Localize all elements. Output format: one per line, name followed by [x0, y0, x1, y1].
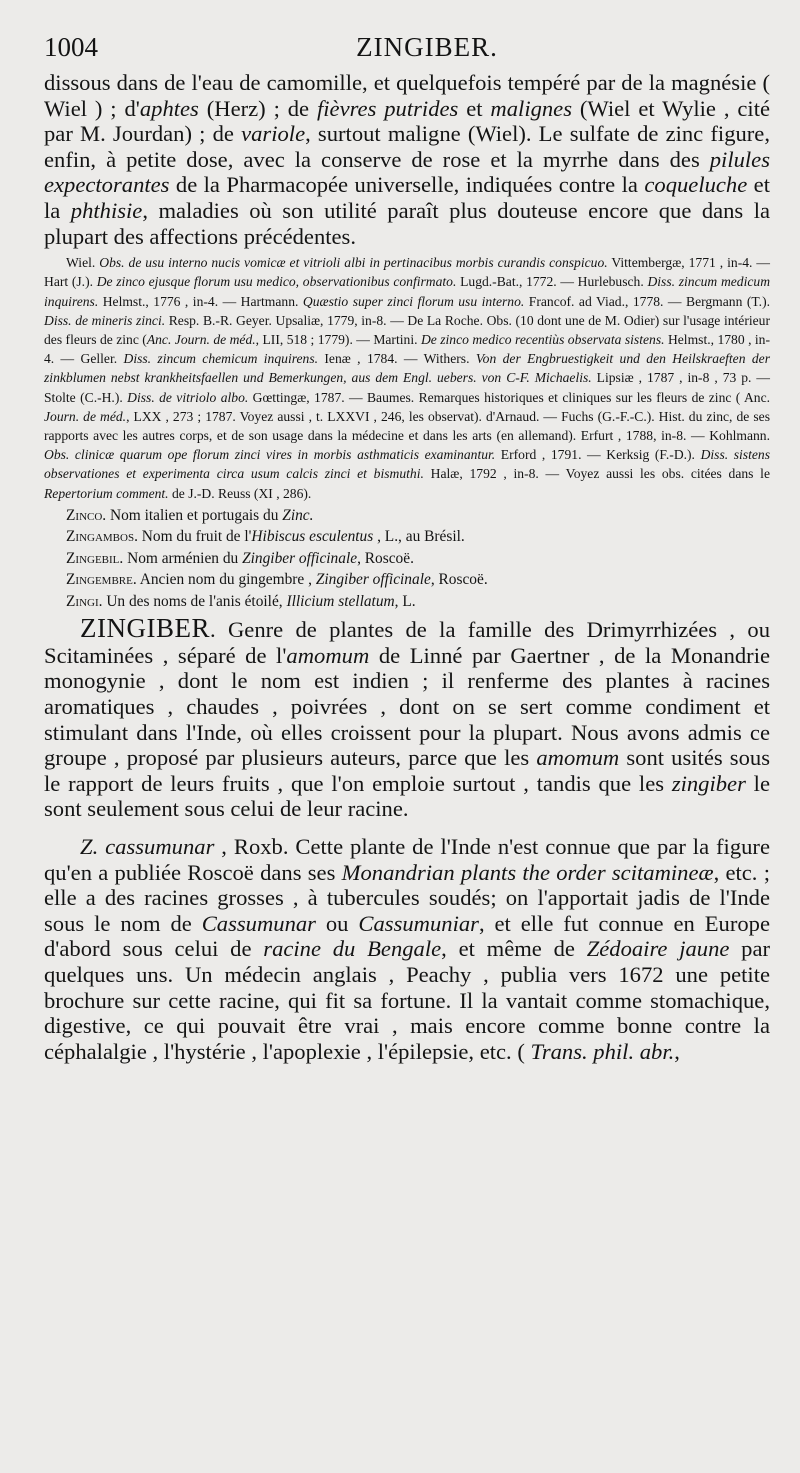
text-run: . Un des noms de l'anis étoilé,	[98, 592, 287, 610]
text-run: Francof. ad Viad., 1778. — Bergmann (T.).	[524, 293, 771, 309]
text-run: Erford , 1791. — Kerksig (F.-D.).	[495, 447, 701, 463]
main-text-continued	[44, 613, 771, 1064]
text-run: sont usités sous le rapport de leurs fruits , que l'on emploie surtout , tandis que les	[44, 745, 770, 796]
italic-run: aphtes	[139, 95, 199, 121]
text-run: ,	[674, 1038, 680, 1064]
italic-run: pilules expectorantes	[44, 146, 770, 198]
italic-run: fièvres putrides	[316, 95, 459, 121]
italic-run: Illicium stellatum	[286, 592, 395, 610]
text-run: et la	[44, 172, 770, 223]
text-run: le sont seulement sous celui de leur racine.	[44, 770, 770, 822]
text-run: Helmst., 1780 , in-4. — Geller.	[44, 331, 771, 367]
text-run: . Nom arménien du	[119, 549, 243, 567]
text-run: , Roscoë.	[357, 549, 414, 567]
italic-run: Repertorium comment.	[44, 485, 169, 501]
genus-headword: ZINGIBER	[80, 613, 210, 644]
text-run: de Linné par Gaertner , de la Monandrie monogynie , dont le nom est indien ; il renferme des plantes à racines aromatiques , chaudes , poivrées , dont on se sert comme condiment et stimulant dans l'Inde, où elles croissent pour la plupart. Nous avons admis ce groupe , proposé par plusieurs auteurs, parce que les	[44, 642, 771, 771]
dictionary-entries	[44, 505, 770, 613]
italic-run: amomum	[286, 642, 370, 668]
text-run: de la Pharmacopée universelle, indiquées contre la	[169, 172, 645, 198]
running-title: ZINGIBER.	[356, 32, 498, 62]
text-run: Lugd.-Bat., 1772. — Hurlebusch.	[456, 274, 648, 290]
paragraph-zinc-uses	[44, 70, 770, 249]
italic-run: Monandrian plants the order scitamineæ	[341, 859, 714, 885]
entry-headword: Zingembre	[66, 571, 133, 589]
italic-run: Cassumuniar	[358, 910, 479, 936]
italic-run: Hibiscus esculentus	[251, 528, 374, 546]
bibliography-paragraph	[44, 253, 770, 503]
text-run: dissous dans de l'eau de camomille, et quelquefois tempéré par de la magnésie ( Wiel ) ; d'	[44, 70, 770, 121]
entry-headword: Zingebil	[66, 549, 120, 567]
italic-run: Z. cassumunar	[80, 834, 215, 860]
text-run: de J.-D. Reuss (XI , 286).	[168, 485, 312, 501]
italic-run: Zinc.	[282, 506, 314, 524]
italic-run: Trans. phil. abr.	[530, 1038, 675, 1064]
text-run: , L., au Brésil.	[373, 528, 465, 546]
italic-run: Obs. de usu interno nucis vomicæ et vitrioli albi in pertinacibus morbis curandis conspicuo.	[99, 255, 608, 271]
entry-headword: Zingambos	[66, 528, 135, 546]
entry-zingambos	[66, 526, 770, 548]
text-run: (Wiel et Wylie , cité par M. Jourdan) ; de	[44, 95, 771, 147]
italic-run: Quæstio super zinci florum usu interno.	[302, 293, 525, 309]
entry-zinco	[66, 505, 770, 527]
italic-run: Diss. zincum medicum inquirens.	[44, 274, 771, 309]
text-run: par quelques uns. Un médecin anglais , Peachy , publia vers 1672 une petite brochure sur cette racine, qui fit sa fortune. Il la vantait comme stomachique, digestive, ce qui pouvait être vrai , mais encore comme bonne contre la céphalalgie , l'hystérie , l'apoplexie , l'épilepsie, etc. (	[44, 936, 771, 1064]
text-run: Lipsiæ , 1787 , in-8 , 73 p. — Stolte (C.-H.).	[44, 370, 770, 405]
italic-run: Zingiber officinale	[242, 549, 358, 567]
italic-run: Zingiber officinale	[315, 571, 431, 589]
text-run: , Roscoë.	[430, 571, 488, 589]
text-run: , LII, 518 ; 1779). — Martini.	[255, 331, 421, 347]
paragraph-cassumunar	[44, 834, 770, 1064]
italic-run: Diss. zincum chemicum inquirens.	[123, 351, 319, 367]
entry-zingebil	[66, 548, 770, 570]
entry-headword: Zinco	[66, 506, 103, 524]
text-run: et	[458, 95, 491, 121]
text-run: Ienæ , 1784. — Withers.	[318, 351, 476, 367]
text-run: Wiel.	[66, 255, 100, 271]
italic-run: amomum	[536, 745, 620, 771]
text-run: Gœttingæ, 1787. — Baumes. Remarques historiques et cliniques sur les fleurs de zinc ( Anc.	[248, 389, 770, 405]
italic-run: zingiber	[671, 770, 746, 796]
text-run: Vittembergæ, 1771 , in-4. — Hart (J.).	[44, 255, 770, 290]
paragraph-zingiber-genus	[44, 613, 771, 822]
entry-zingembre	[66, 569, 770, 591]
italic-run: Diss. de mineris zinci.	[44, 312, 166, 328]
italic-run: variole	[241, 121, 306, 147]
entry-headword: Zingi	[66, 592, 99, 610]
text-run: . Genre de plantes de la famille des Drimyrrhizées , ou Scitaminées , séparé de l'	[44, 617, 770, 668]
text-run: Halæ, 1792 , in-8. — Voyez aussi les obs. citées dans le	[423, 466, 770, 482]
text-run: . Ancien nom du gingembre ,	[132, 571, 316, 589]
italic-run: Cassumunar	[201, 910, 316, 936]
text-run: , et même de	[441, 936, 587, 962]
italic-run: racine du Bengale	[263, 936, 442, 962]
text-run: , Roxb. Cette plante de l'Inde n'est connue que par la figure qu'en a publiée Roscoë dans ses	[44, 834, 770, 885]
entry-zingi	[66, 591, 770, 613]
italic-run: Anc. Journ. de méd.	[146, 331, 256, 347]
italic-run: Diss. de vitriolo albo.	[127, 389, 249, 405]
italic-run: Obs. clinicæ quarum ope florum zinci vires in morbis asthmaticis examinantur.	[44, 447, 496, 463]
text-run: Resp. B.-R. Geyer. Upsaliæ, 1779, in-8. — De La Roche. Obs. (10 dont une de M. Odier) sur l'usage intérieur des fleurs de zinc (	[44, 312, 771, 347]
italic-run: Von der Engbruestigkeit und den Heilskraeften der zinkblumen nebst krankheitsfaellen und Bemerkungen, aus dem Engl. uebers. von C-F. Michaelis.	[44, 351, 770, 386]
main-text	[44, 70, 770, 249]
page-number: 1004	[44, 32, 98, 62]
text-run: . Nom du fruit de l'	[134, 528, 252, 546]
text-run: , etc. ; elle a des racines grosses , à tubercules soudés; on l'apportait jadis de l'Inde sous le nom de	[44, 859, 770, 936]
italic-run: coqueluche	[644, 172, 748, 198]
text-run: , surtout maligne (Wiel). Le sulfate de zinc figure, enfin, à petite dose, avec la conserve de rose et la myrrhe dans des	[44, 121, 770, 172]
text-run: . Nom italien et portugais du	[102, 506, 283, 524]
italic-run: De zinco medico recentiùs observata sistens.	[420, 331, 665, 347]
italic-run: De zinco ejusque florum usu medico, observationibus confirmato.	[96, 274, 457, 290]
bibliography-notes	[44, 253, 770, 503]
text-run: , et elle fut connue en Europe d'abord sous celui de	[44, 910, 770, 962]
italic-run: Journ. de méd.	[44, 408, 127, 424]
text-run: (Herz) ; de	[198, 95, 317, 121]
page-header	[44, 28, 770, 70]
italic-run: malignes	[490, 95, 573, 121]
italic-run: Diss. sistens observationes et experimenta circa usum calcis zinci et bismuthi.	[44, 447, 770, 482]
italic-run: phthisie	[70, 197, 143, 223]
text-run: , L.	[394, 592, 416, 610]
italic-run: Zédoaire jaune	[586, 936, 730, 962]
text-run: Helmst., 1776 , in-4. — Hartmann.	[98, 293, 303, 309]
text-run: , maladies où son utilité paraît plus douteuse encore que dans la plupart des affections précédentes.	[44, 197, 770, 249]
text-run: ou	[315, 910, 359, 936]
text-run: , LXX , 273 ; 1787. Voyez aussi , t. LXXVI , 246, les observat). d'Arnaud. — Fuchs (G.-F.-C.). Hist. du zinc, de ses rapports avec les autres corps, et de son usage dans la médecine et dans les arts (en allemand). Erfurt , 1788, in-8. — Kohlmann.	[44, 408, 770, 443]
